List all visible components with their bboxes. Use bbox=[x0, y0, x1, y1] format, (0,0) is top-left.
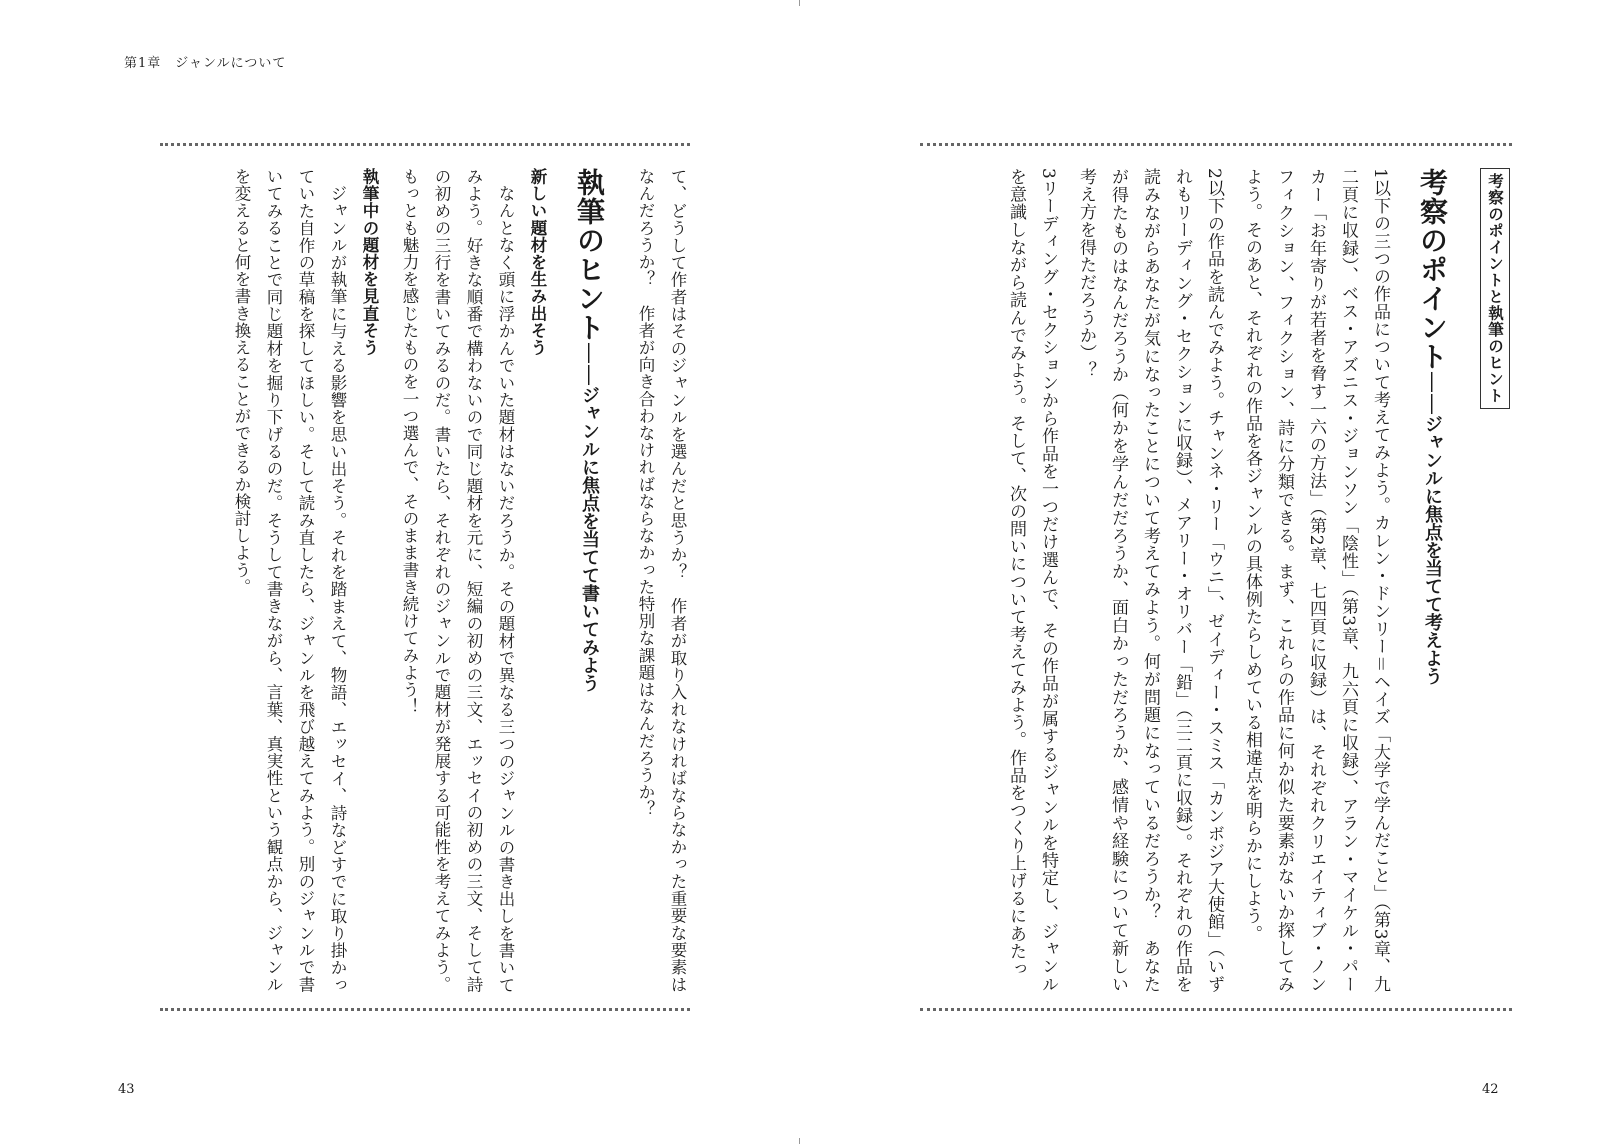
heading-separator: —— bbox=[1420, 371, 1445, 415]
numbered-item bbox=[1070, 168, 1230, 993]
left-text-body bbox=[168, 168, 693, 993]
item-text: 以下の作品を読んでみよう。チャンネ・リー「ウニ」、ゼイディー・スミス「カンボジア大使館」（いずれもリーディング・セクションに収録）、メアリー・オリバー「鉛」（三二頁に収録）。それぞれの作品を読みながらあなたが気になったことについて考えてみよう。何が問題になっているだろうか？ あなたが得たものはなんだろうか（何かを学んだだろうか、面白かっただろうか、感情や経験について新しい考え方を得ただろうか）？ bbox=[1076, 168, 1224, 993]
continued-paragraph: て、どうして作者はそのジャンルを選んだと思うか？ 作者が取り入れなければならなかった重要な要素はなんだろうか？ 作者が向き合わなければならなかった特別な課題はなんだろうか？ bbox=[636, 168, 687, 993]
item-text: リーディング・セクションから作品を一つだけ選んで、その作品が属するジャンルを特定し、ジャンルを意識しながら読んでみよう。そして、次の問いについて考えてみよう。作品をつくり上げるにあたっ bbox=[1006, 168, 1058, 993]
paragraph-revisit-topic: ジャンルが執筆に与える影響を思い出そう。それを踏まえて、物語、エッセイ、詩などすでに取り掛かっていた自作の草稿を探してほしい。そして読み直したら、ジャンルを飛び越えてみよう。別のジャンルで書いてみることで同じ題材を掘り下げるのだ。そうして書きながら、言葉、真実性という観点から、ジャンルを変えると何を書き換えることができるか検討しよう。 bbox=[232, 168, 347, 993]
item-number: 1 bbox=[1370, 168, 1390, 180]
heading-separator: —— bbox=[577, 342, 602, 386]
subhead-revisit-topic: 執筆中の題材を見直そう bbox=[360, 168, 379, 357]
item-number: 3 bbox=[1038, 168, 1058, 180]
heading-main: 執筆のヒント bbox=[573, 168, 606, 342]
dotted-rule-top bbox=[920, 143, 1512, 146]
writing-hints-heading bbox=[567, 168, 611, 993]
section-box-label: 考察のポイントと執筆のヒント bbox=[1480, 168, 1510, 409]
dotted-rule-bottom bbox=[920, 1008, 1512, 1011]
dotted-rule-bottom bbox=[160, 1008, 690, 1011]
numbered-item bbox=[1236, 168, 1396, 993]
right-page bbox=[800, 0, 1600, 1144]
page-number: 42 bbox=[1482, 1082, 1499, 1097]
section-spacer bbox=[385, 168, 393, 169]
paragraph-new-topic: なんとなく頭に浮かんでいた題材はないだろうか。その題材で異なる三つのジャンルの書き出しを書いてみよう。好きな順番で構わないので同じ題材を元に、短編の初めの三文、エッセイの初めの三文、そして詩の初めの三行を書いてみるのだ。書いたら、それぞれのジャンルで題材が発展する可能性を考えてみよう。もっとも魅力を感じたものを一つ選んで、そのまま書き続けてみよう！ bbox=[400, 168, 515, 993]
subhead-new-topic: 新しい題材を生み出そう bbox=[528, 168, 547, 357]
heading-subtitle: ジャンルに焦点を当てて考えよう bbox=[1422, 415, 1443, 685]
item-number: 2 bbox=[1204, 168, 1224, 180]
item-text: 以下の三つの作品について考えてみよう。カレン・ドンリー＝ヘイズ「大学で学んだこと」（第3章、九二頁に収録）、ベス・アズニス・ジョンソン「陰性」（第3章、九六頁に収録）、アラン・マイケル・パーカー「お年寄りが若者を脅す一六の方法」（第2章、七四頁に収録）は、それぞれクリエイティブ・ノンフィクション、フィクション、詩に分類できる。まず、これらの作品に何か似た要素がないか探してみよう。そのあと、それぞれの作品を各ジャンルの具体例たらしめている相違点を明らかにしよう。 bbox=[1242, 168, 1390, 993]
heading-main: 考察のポイント bbox=[1416, 168, 1449, 371]
dotted-rule-top bbox=[160, 143, 690, 146]
discussion-points-heading bbox=[1410, 168, 1454, 993]
running-head: 第1章 ジャンルについて bbox=[124, 56, 287, 71]
page-number: 43 bbox=[118, 1082, 135, 1097]
heading-subtitle: ジャンルに焦点を当てて書いてみよう bbox=[579, 386, 600, 692]
numbered-item bbox=[1000, 168, 1064, 993]
right-text-body bbox=[928, 168, 1510, 993]
